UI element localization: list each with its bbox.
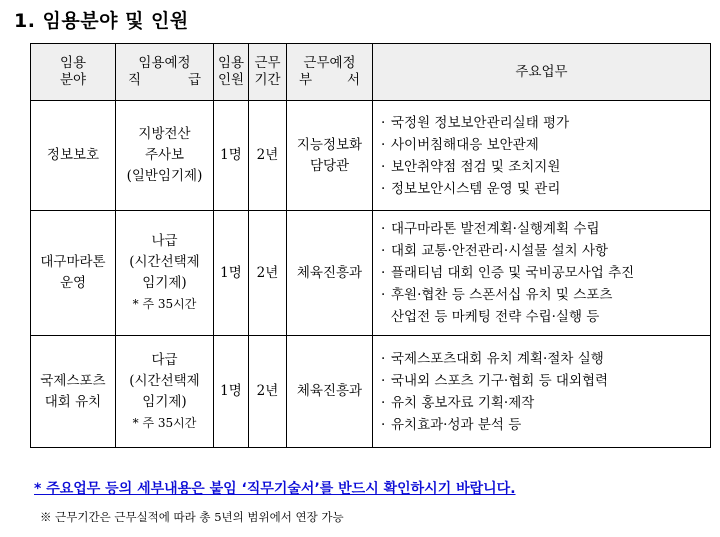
duty-list — [373, 112, 710, 200]
duty-item — [381, 178, 706, 200]
rank-line: (일반임기제) — [126, 168, 203, 184]
duty-item — [381, 218, 706, 240]
duty-item-continuation — [381, 306, 706, 328]
duty-text: 산업전 등 마케팅 전략 수립·실행 등 — [391, 309, 600, 325]
bullet-icon: · — [381, 287, 386, 303]
duty-list — [373, 348, 710, 436]
rank-note: * 주 35시간 — [132, 415, 197, 430]
header-field-line2: 분야 — [59, 72, 87, 88]
header-count-line2: 인원 — [217, 72, 245, 88]
cell-dept — [287, 336, 373, 448]
field-line: 정보보호 — [46, 147, 100, 163]
cell-count: 1명 — [214, 211, 249, 336]
field-line: 대구마라톤 — [40, 254, 106, 270]
dept-line: 체육진흥과 — [296, 383, 363, 399]
duty-item — [381, 414, 706, 436]
duty-text: 사이버침해대응 보안관제 — [391, 136, 539, 153]
rank-line: 주사보 — [144, 147, 185, 163]
cell-rank — [116, 101, 214, 211]
bullet-icon: · — [381, 180, 386, 197]
header-dept-char1: 부 — [299, 72, 313, 88]
duty-item — [381, 284, 706, 306]
header-term — [249, 44, 287, 101]
duty-text: 국정원 정보보안관리실태 평가 — [391, 114, 570, 131]
header-count-line1: 임용 — [217, 55, 245, 71]
rank-line: (시간선택제 — [129, 372, 200, 389]
duty-text: 대구마라톤 발전계획·실행계획 수립 — [391, 221, 600, 237]
bullet-icon: · — [381, 350, 386, 367]
bullet-icon: · — [381, 372, 386, 389]
duty-item — [381, 240, 706, 262]
header-field-line1: 임용 — [59, 55, 87, 71]
field-line: 운영 — [59, 275, 87, 291]
cell-duties — [373, 101, 711, 211]
duty-item — [381, 392, 706, 414]
header-dept-line1: 근무예정 — [303, 55, 356, 71]
bullet-icon: · — [381, 394, 386, 411]
duty-item — [381, 156, 706, 178]
cell-count: 1명 — [214, 336, 249, 448]
dept-line: 지능정보화 — [296, 136, 363, 153]
rank-line: 임기제) — [142, 393, 187, 410]
cell-term: 2년 — [249, 101, 287, 211]
dept-line: 체육진흥과 — [296, 264, 363, 281]
duty-text: 국내외 스포츠 기구·협회 등 대외협력 — [391, 372, 609, 389]
table-row — [31, 211, 711, 336]
duty-list — [373, 218, 710, 328]
cell-term: 2년 — [249, 336, 287, 448]
header-term-line2: 기간 — [254, 72, 281, 88]
header-duties: 주요업무 — [373, 44, 711, 101]
cell-field — [31, 101, 116, 211]
duty-text: 플래티넘 대회 인증 및 국비공모사업 추진 — [391, 265, 635, 281]
rank-line: 임기제) — [142, 275, 187, 291]
header-rank-line1: 임용예정 — [138, 55, 191, 71]
cell-dept — [287, 211, 373, 336]
duty-text: 국제스포츠대회 유치 계획·절차 실행 — [391, 350, 604, 367]
duty-item — [381, 348, 706, 370]
duty-text: 후원·협찬 등 스폰서십 유치 및 스포츠 — [391, 287, 613, 303]
rank-note: * 주 35시간 — [132, 297, 197, 311]
header-dept-line2 — [287, 72, 372, 89]
cell-duties — [373, 336, 711, 448]
cell-field — [31, 211, 116, 336]
cell-term: 2년 — [249, 211, 287, 336]
header-rank-char1: 직 — [128, 72, 142, 88]
cell-count: 1명 — [214, 101, 249, 211]
duty-text: 정보보안시스템 운영 및 관리 — [391, 180, 561, 197]
cell-rank — [116, 211, 214, 336]
rank-line: (시간선택제 — [129, 254, 200, 270]
bullet-icon: · — [381, 416, 386, 433]
header-rank-char2: 급 — [187, 72, 201, 88]
header-rank-line2 — [116, 72, 213, 89]
bullet-icon: · — [381, 221, 386, 237]
field-line: 국제스포츠 — [40, 372, 106, 389]
rank-line: 나급 — [151, 233, 178, 249]
duty-item — [381, 370, 706, 392]
duty-text: 유치효과·성과 분석 등 — [391, 416, 522, 433]
cell-duties — [373, 211, 711, 336]
table-row — [31, 336, 711, 448]
dept-line: 담당관 — [309, 157, 350, 174]
important-notice: * 주요업무 등의 세부내용은 붙임 ‘직무기술서’를 반드시 확인하시기 바랍니다. — [34, 481, 516, 497]
duty-item — [381, 112, 706, 134]
duty-text: 보안취약점 점검 및 조치지원 — [391, 158, 561, 175]
duty-text: 유치 홍보자료 기획·제작 — [391, 394, 535, 411]
header-row — [31, 44, 711, 101]
recruitment-table — [30, 43, 711, 448]
bullet-icon: · — [381, 114, 386, 131]
header-field — [31, 44, 116, 101]
term-extension-note: ※ 근무기간은 근무실적에 따라 총 5년의 범위에서 연장 가능 — [40, 510, 344, 524]
duty-item — [381, 134, 706, 156]
header-term-line1: 근무 — [254, 55, 281, 71]
header-dept-char2: 서 — [346, 72, 360, 88]
bullet-icon: · — [381, 243, 386, 259]
rank-line: 지방전산 — [138, 126, 191, 142]
cell-rank — [116, 336, 214, 448]
cell-dept — [287, 101, 373, 211]
bullet-icon: · — [381, 158, 386, 175]
field-line: 대회 유치 — [44, 393, 102, 410]
rank-line: 다급 — [151, 351, 178, 368]
duty-item — [381, 262, 706, 284]
section-title: 1. 임용분야 및 인원 — [14, 10, 189, 32]
duty-text: 대회 교통·안전관리·시설물 설치 사항 — [391, 243, 609, 259]
header-rank — [116, 44, 214, 101]
header-dept — [287, 44, 373, 101]
bullet-icon: · — [381, 265, 386, 281]
cell-field — [31, 336, 116, 448]
header-count — [214, 44, 249, 101]
table-row — [31, 101, 711, 211]
bullet-icon: · — [381, 136, 386, 153]
